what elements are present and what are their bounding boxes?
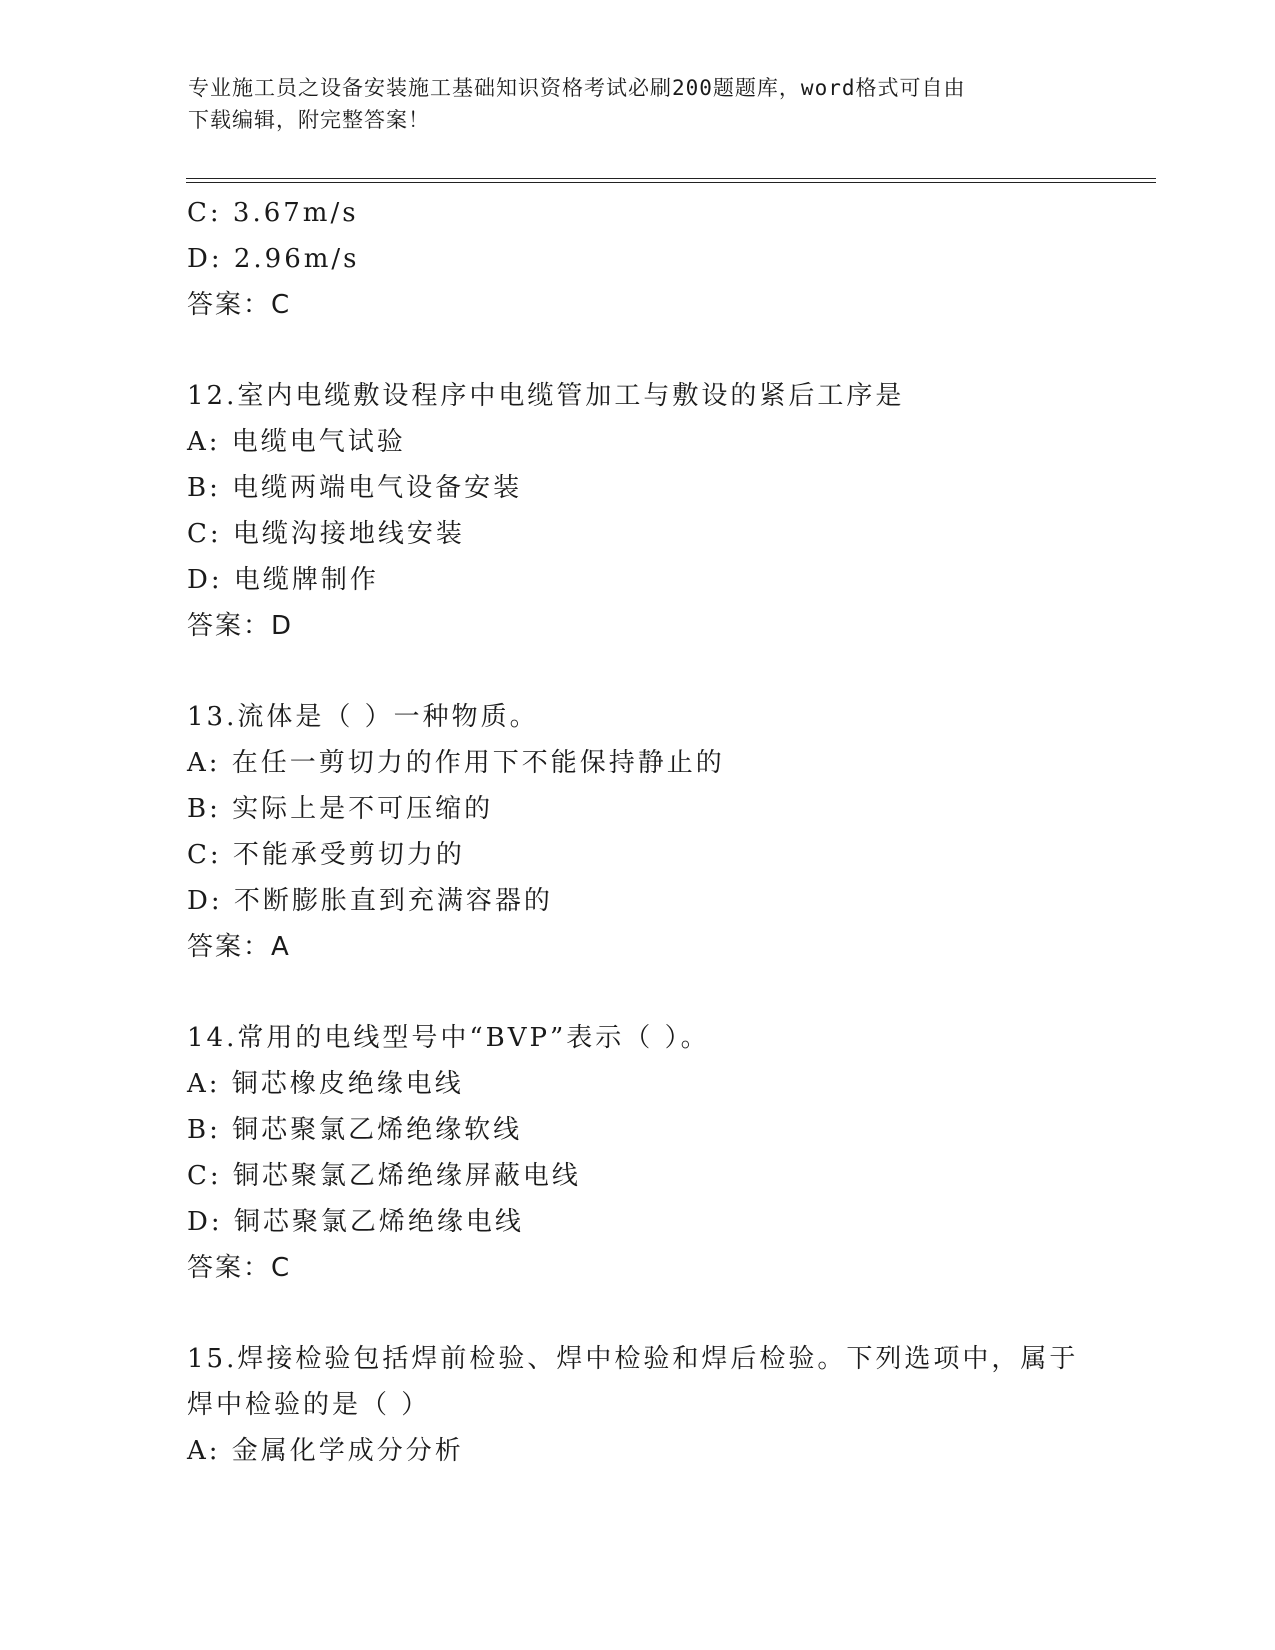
option-d: D: 2.96m/s xyxy=(187,244,360,274)
option-b: B: 电缆两端电气设备安装 xyxy=(187,473,523,503)
option-c: C: 电缆沟接地线安装 xyxy=(187,519,465,549)
option-a: A: 电缆电气试验 xyxy=(187,427,406,457)
question-15 xyxy=(187,1336,1087,1474)
header-line-1: 专业施工员之设备安装施工基础知识资格考试必刷200题题库，word格式可自由 xyxy=(188,76,966,100)
option-a: A: 金属化学成分分析 xyxy=(187,1436,464,1466)
option-d: D: 不断膨胀直到充满容器的 xyxy=(187,886,553,916)
option-b: B: 实际上是不可压缩的 xyxy=(187,794,494,824)
answer: 答案：C xyxy=(187,1253,292,1283)
option-a: A: 铜芯橡皮绝缘电线 xyxy=(187,1069,464,1099)
option-d: D: 电缆牌制作 xyxy=(187,565,379,595)
question-list xyxy=(187,190,1087,1474)
question-13 xyxy=(187,694,1087,970)
question-12 xyxy=(187,373,1087,649)
header-line-2: 下载编辑，附完整答案！ xyxy=(188,108,430,132)
question-14 xyxy=(187,1015,1087,1291)
header-divider-top xyxy=(186,178,1156,179)
spacer xyxy=(187,970,1087,1015)
document-header xyxy=(188,72,1068,136)
spacer xyxy=(187,649,1087,694)
option-a: A: 在任一剪切力的作用下不能保持静止的 xyxy=(187,748,725,778)
option-b: B: 铜芯聚氯乙烯绝缘软线 xyxy=(187,1115,523,1145)
answer: 答案：C xyxy=(187,290,292,320)
spacer xyxy=(187,328,1087,373)
question-stem-line-1: 15.焊接检验包括焊前检验、焊中检验和焊后检验。下列选项中，属于 xyxy=(187,1344,1079,1374)
question-stem-line-2: 焊中检验的是（ ） xyxy=(187,1390,431,1420)
question-stem: 12.室内电缆敷设程序中电缆管加工与敷设的紧后工序是 xyxy=(187,381,905,411)
answer: 答案：A xyxy=(187,932,291,962)
option-c: C: 铜芯聚氯乙烯绝缘屏蔽电线 xyxy=(187,1161,581,1191)
option-c: C: 3.67m/s xyxy=(187,198,359,228)
header-divider-bottom xyxy=(186,182,1156,183)
answer: 答案：D xyxy=(187,611,294,641)
question-11 xyxy=(187,190,1087,328)
option-d: D: 铜芯聚氯乙烯绝缘电线 xyxy=(187,1207,524,1237)
option-c: C: 不能承受剪切力的 xyxy=(187,840,465,870)
question-stem: 14.常用的电线型号中“BVP”表示（ ）。 xyxy=(187,1023,710,1053)
question-stem: 13.流体是（ ）一种物质。 xyxy=(187,702,539,732)
spacer xyxy=(187,1291,1087,1336)
